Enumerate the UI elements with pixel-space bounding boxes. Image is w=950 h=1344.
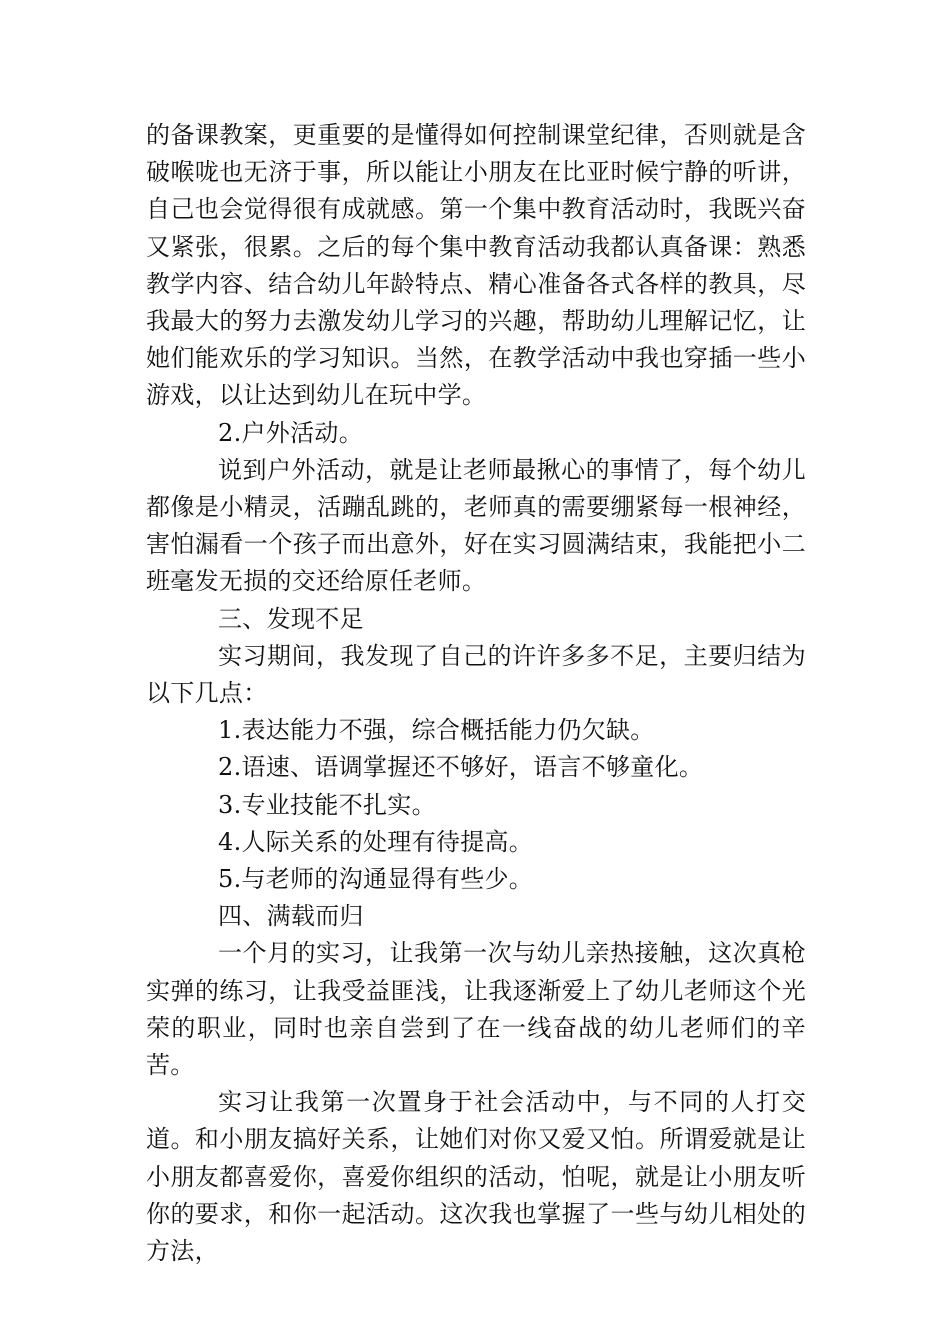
heading-harvest: 四、满载而归 (218, 902, 364, 931)
paragraph-lesson-prep: 的备课教案，更重要的是懂得如何控制课堂纪律，否则就是含破喉咙也无济于事，所以能让小朋友在比亚时候宁静的听讲，自己也会觉得很有成就感。第一个集中教育活动时，我既兴奋又紧张，很累。之后的每个集中教育活动我都认真备课：熟悉教学内容、结合幼儿年龄特点、精心准备各式各样的教具，尽我最大的努力去激发幼儿学习的兴趣，帮助幼儿理解记忆，让她们能欢乐的学习知识。当然，在教学活动中我也穿插一些小游戏，以让达到幼儿在玩中学。 (146, 121, 806, 410)
document-body (146, 117, 806, 1270)
heading-shortcomings: 三、发现不足 (218, 604, 364, 633)
list-item-shortcoming-3: 3.专业技能不扎实。 (218, 790, 436, 819)
paragraph-social-experience: 实习让我第一次置身于社会活动中，与不同的人打交道。和小朋友搞好关系，让她们对你又爱又怕。所谓爱就是让小朋友都喜爱你，喜爱你组织的活动，怕呢，就是让小朋友听你的要求，和你一起活动。这次我也掌握了一些与幼儿相处的方法， (146, 1088, 806, 1266)
list-item-shortcoming-5: 5.与老师的沟通显得有些少。 (218, 865, 534, 894)
list-item-shortcoming-2: 2.语速、语调掌握还不够好，语言不够童化。 (218, 753, 704, 782)
paragraph-harvest: 一个月的实习，让我第一次与幼儿亲热接触，这次真枪实弹的练习，让我受益匪浅，让我逐渐爱上了幼儿老师这个光荣的职业，同时也亲自尝到了在一线奋战的幼儿老师们的辛苦。 (146, 939, 806, 1080)
paragraph-shortcomings-intro: 实习期间，我发现了自己的许许多多不足，主要归结为以下几点： (146, 641, 806, 708)
list-item-shortcoming-4: 4.人际关系的处理有待提高。 (218, 827, 534, 856)
list-item-shortcoming-1: 1.表达能力不强，综合概括能力仍欠缺。 (218, 716, 655, 745)
heading-outdoor-activities: 2.户外活动。 (218, 418, 363, 447)
paragraph-outdoor-activities: 说到户外活动，就是让老师最揪心的事情了，每个幼儿都像是小精灵，活蹦乱跳的，老师真的需要绷紧每一根神经，害怕漏看一个孩子而出意外，好在实习圆满结束，我能把小二班毫发无损的交还给原任老师。 (146, 455, 806, 596)
